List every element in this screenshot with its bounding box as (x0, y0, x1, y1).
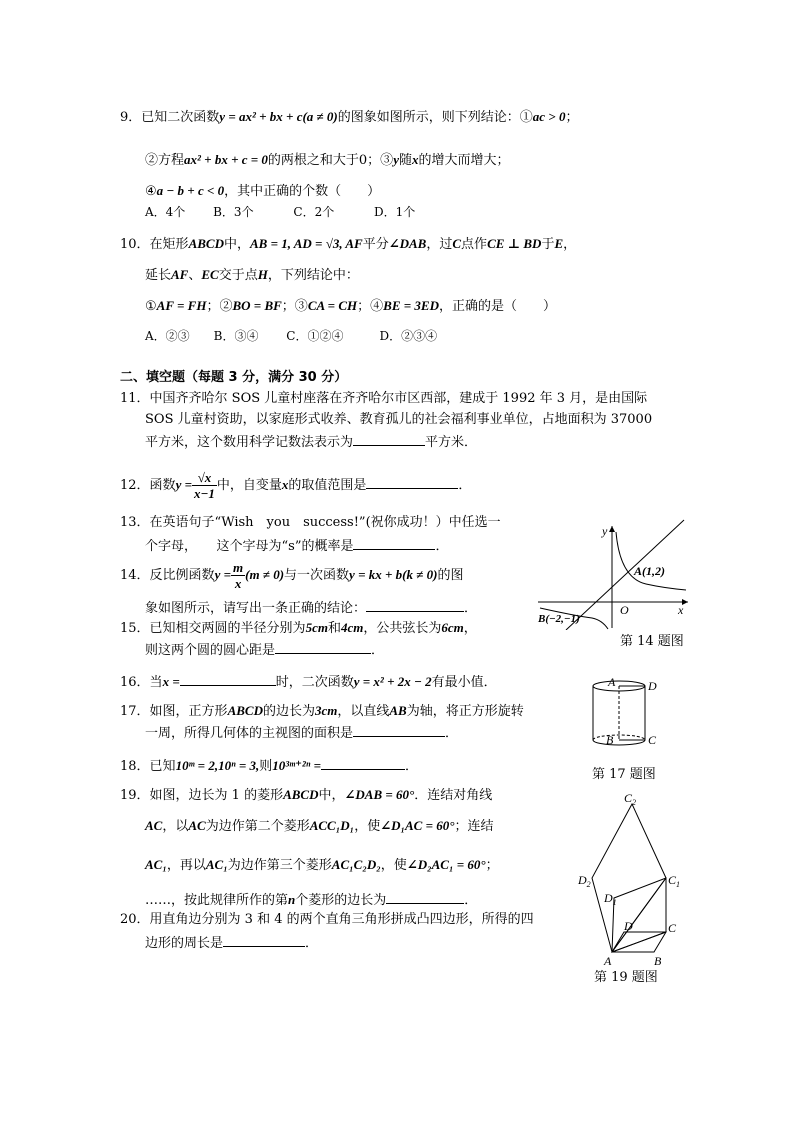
q19-text: ，再以 (166, 858, 206, 873)
q10-var: EC (201, 267, 219, 282)
q10-text: ；② (206, 299, 233, 314)
q19-number: 19． (120, 788, 150, 803)
q19-text: 为边作第二个菱形 (205, 819, 310, 834)
q11-text: 中国齐齐哈尔 SOS 儿童村座落在齐齐哈尔市区西部，建成于 1992 年 3 月，是由国际 (149, 391, 648, 406)
fig14-hyperbola-branch1 (616, 532, 686, 590)
q13-number: 13． (120, 515, 150, 530)
q19-line1 (120, 786, 492, 805)
q17-value: 3cm (314, 703, 338, 718)
fig14-y-label: y (602, 524, 608, 538)
q20-text: 用直角边分别为 3 和 4 的两个直角三角形拼成凸四边形，所得的四 (149, 912, 534, 927)
q18-number: 18． (120, 759, 150, 774)
q10-text: 延长 (145, 268, 172, 283)
q10-text: ，下列结论中： (267, 268, 359, 283)
q14-fraction (231, 560, 245, 591)
q19-var: AC₁ (205, 857, 228, 872)
fig19-diagonal-ac1 (612, 878, 666, 952)
q14-number: 14． (120, 568, 150, 583)
q12-numerator: √x (192, 470, 217, 486)
q10-options: A．②③ B．③④ C．①②④ D．②③④ (145, 329, 438, 343)
fig17-cylinder (580, 674, 670, 754)
q14-denominator: x (234, 576, 242, 591)
fig14-origin-label: O (620, 603, 629, 617)
q10-var: AF (171, 267, 189, 282)
q9-text: 的两根之和大于0；③ (267, 153, 394, 168)
q9-statement1: ac > 0 (532, 109, 566, 124)
q9-text: ②方程 (145, 153, 185, 168)
q10-text: 点作 (461, 237, 488, 252)
fig14-caption: 第 14 题图 (620, 634, 684, 649)
q15-value: 5cm (305, 620, 328, 635)
q10-var: H (257, 267, 268, 282)
q14-text: 象如图所示，请写出一条正确的结论： (145, 601, 367, 616)
q18-text: ． (405, 759, 419, 774)
q16-answer-blank[interactable] (180, 671, 276, 686)
fig17-label-c: C (648, 733, 657, 747)
q17-text: 一周，所得几何体的主视图的面积是 (145, 726, 354, 741)
q17-text: 为轴，将正方形旋转 (406, 704, 524, 719)
q12-line (120, 465, 471, 506)
q15-line2 (145, 639, 384, 660)
q14-answer-blank[interactable] (366, 597, 464, 612)
q13-text: 个字母， 这个字母为“s”的概率是 (145, 539, 354, 554)
q19-text: 中， (318, 788, 345, 803)
q10-text: 中， (223, 237, 250, 252)
section-heading: 二、填空题（每题 3 分，满分 30 分） (120, 370, 348, 385)
q15-text: 则这两个圆的圆心距是 (145, 643, 276, 658)
q9-number: 9． (120, 110, 142, 125)
fig14-x-label: x (678, 603, 684, 617)
q9-text: 已知二次函数 (141, 110, 220, 125)
q10-text: 平分 (362, 237, 389, 252)
q10-var: ABCD (188, 236, 224, 251)
q19-var: ACC₁D₁ (309, 818, 355, 833)
q19-var: AC (188, 818, 206, 833)
q13-line2 (145, 535, 448, 556)
q19-angle: ∠D₂AC₁ = 60° (406, 857, 486, 872)
q10-statement: AF = FH (156, 298, 207, 313)
q10-equation: AB = 1, AD = √3, AF (249, 236, 363, 251)
q10-text: ① (145, 299, 157, 314)
q11-line1 (120, 390, 647, 408)
q12-text: ． (458, 478, 472, 493)
q20-answer-blank[interactable] (223, 932, 305, 947)
q9-text: ； (565, 110, 579, 125)
q19-text: ． (464, 893, 478, 908)
q11-line2: SOS 儿童村资助，以家庭形式收养、教育孤儿的社会福利事业单位，占地面积为 37000 (145, 412, 653, 427)
q15-line1 (120, 619, 477, 638)
q10-text: 交于点 (218, 268, 258, 283)
q9-options: A．4个 B．3个 C．2个 D．1个 (145, 205, 416, 219)
q17-line1 (120, 702, 524, 721)
q18-text: 则 (259, 759, 273, 774)
q9-equation2: ax² + bx + c = 0 (184, 152, 268, 167)
q20-text: 边形的周长是 (145, 936, 224, 951)
q10-line2 (145, 266, 359, 285)
fig17-label-b: B (606, 733, 614, 747)
q20-text: ． (305, 936, 319, 951)
q19-var: ABCD (283, 787, 319, 802)
q10-text: 于 (541, 237, 555, 252)
fig17-caption: 第 17 题图 (592, 767, 656, 782)
q9-var: x (411, 152, 419, 167)
q15-value: 6cm (441, 620, 464, 635)
q14-line1 (120, 556, 463, 595)
q9-line2 (145, 151, 510, 170)
q14-text: 反比例函数 (149, 568, 215, 583)
fig19-diagonal-ac (612, 932, 666, 952)
q19-text: ，以 (162, 819, 189, 834)
fig17-bottom-front (593, 740, 645, 745)
q19-angle: ∠DAB = 60° (344, 787, 415, 802)
q9-equation3: a − b + c < 0 (156, 183, 225, 198)
q19-var: n (288, 892, 296, 907)
q9-text: 的增大而增大； (418, 153, 510, 168)
q19-text: ，使 (354, 819, 381, 834)
q18-equation: 10ᵐ = 2,10ⁿ = 3, (175, 758, 260, 773)
q10-text: ，正确的是（ ） (438, 299, 556, 314)
q19-text: 为边作第三个菱形 (227, 858, 332, 873)
q10-var: C (452, 236, 462, 251)
fig14-graph (536, 518, 696, 630)
q9-text: ④ (145, 184, 157, 199)
q12-text: 中，自变量 (216, 478, 282, 493)
q15-value: 4cm (340, 620, 364, 635)
q13-text: 在英语句子“Wish you success!”(祝你成功！）中任选一 (149, 515, 501, 530)
q12-text: 函数 (149, 478, 176, 493)
q19-var: AC₁C₂D₂ (331, 857, 381, 872)
q17-text: ． (445, 726, 459, 741)
fig19-label-b: B (654, 954, 662, 966)
q16-number: 16． (120, 675, 150, 690)
fig19-label-c1: $C_1$ (668, 873, 681, 889)
q11-number: 11． (120, 391, 150, 406)
q10-statement: BE = 3ED (383, 298, 439, 313)
q14-numerator: m (233, 560, 244, 575)
q19-text: ，使 (380, 858, 407, 873)
q18-line (120, 755, 418, 776)
q13-text: ． (435, 539, 449, 554)
q17-answer-blank[interactable] (353, 722, 445, 737)
q14-line2 (145, 597, 477, 618)
fig17-label-a: A (608, 675, 616, 689)
q15-answer-blank[interactable] (275, 639, 371, 654)
q18-text: 已知 (149, 759, 176, 774)
q9-text: 的图象如图所示，则下列结论：① (337, 110, 533, 125)
q9-var: y (393, 152, 399, 167)
fig14-point-b: B(−2,−1) (538, 613, 580, 625)
q10-text: ， (563, 237, 577, 252)
q12-fraction (192, 470, 217, 501)
q12-var: y = (175, 477, 192, 492)
q17-text: 的边长为 (262, 704, 315, 719)
q17-line2 (145, 722, 458, 743)
q10-text: 、 (188, 268, 202, 283)
q15-text: ． (371, 643, 385, 658)
q10-text: ；④ (357, 299, 384, 314)
q13-line1 (120, 514, 501, 532)
fig19-rhombi (574, 786, 694, 966)
q13-answer-blank[interactable] (353, 535, 435, 550)
q10-line1 (120, 235, 576, 254)
q16-var: x = (162, 674, 180, 689)
q16-text: 时，二次函数 (275, 675, 354, 690)
q17-var: AB (389, 703, 407, 718)
q10-text: 在矩形 (149, 237, 189, 252)
fig17-label-d: D (648, 679, 657, 693)
q10-var: ∠DAB (388, 236, 427, 251)
q10-number: 10． (120, 237, 150, 252)
q16-equation: y = x² + 2x − 2 (353, 674, 432, 689)
q14-equation: y = kx + b(k ≠ 0) (349, 567, 438, 582)
q19-line4 (145, 889, 477, 910)
q14-condition: (m ≠ 0) (245, 567, 285, 582)
q16-text: 当 (149, 675, 163, 690)
q16-line (120, 671, 497, 692)
q9-line3 (145, 182, 380, 201)
q10-statement: BO = BF (232, 298, 282, 313)
q17-text: 如图，正方形 (149, 704, 228, 719)
q9-text: 随 (398, 153, 412, 168)
q14-text: 的图 (437, 568, 464, 583)
q16-text: 有最小值． (431, 675, 497, 690)
q11-text: 平方米，这个数用科学记数法表示为 (145, 435, 354, 450)
q19-var: AC₁ (145, 857, 167, 872)
q17-text: ，以直线 (337, 704, 390, 719)
q15-text: ，公共弦长为 (363, 621, 442, 636)
q12-answer-blank[interactable] (366, 474, 458, 489)
fig19-label-a: A (604, 954, 612, 966)
q12-number: 12． (120, 478, 150, 493)
q11-text: 平方米． (425, 435, 478, 450)
fig19-caption: 第 19 题图 (594, 970, 658, 985)
q19-text: 如图，边长为 1 的菱形 (149, 788, 284, 803)
q11-answer-blank[interactable] (353, 431, 425, 446)
q10-text: ；③ (281, 299, 308, 314)
q9-equation: y = ax² + bx + c(a ≠ 0) (219, 109, 338, 124)
q15-text: 已知相交两圆的半径分别为 (149, 621, 306, 636)
q19-answer-blank[interactable] (386, 889, 464, 904)
q10-line3 (145, 297, 556, 316)
q18-answer-blank[interactable] (321, 755, 405, 770)
q19-text: 个菱形的边长为 (295, 893, 387, 908)
fig19-label-d2: $D_2$ (578, 873, 591, 889)
fig19-label-d1: $D_1$ (604, 891, 617, 907)
q11-line3 (145, 431, 477, 452)
q17-number: 17． (120, 704, 150, 719)
q19-text: ．连结对角线 (414, 788, 493, 803)
q19-text: ……，按此规律所作的第 (145, 893, 289, 908)
q10-text: ，过 (426, 237, 453, 252)
q18-expression: 10³ᵐ⁺²ⁿ = (272, 758, 322, 773)
q19-text: ；连结 (454, 819, 494, 834)
q12-var: x (281, 477, 289, 492)
q14-var: y = (214, 567, 231, 582)
q20-number: 20． (120, 912, 150, 927)
q20-line2 (145, 932, 318, 953)
q14-text: ． (464, 601, 478, 616)
q15-text: ， (463, 621, 477, 636)
q15-number: 15． (120, 621, 150, 636)
q9-line1 (120, 108, 578, 127)
q19-angle: ∠D₁AC = 60° (380, 818, 455, 833)
q19-line3 (145, 856, 499, 875)
fig14-point-a: A(1,2) (634, 564, 665, 578)
q20-line1 (120, 911, 534, 929)
fig19-label-c2: $C_2$ (624, 791, 637, 807)
q19-var: AC (145, 818, 163, 833)
q12-denominator: x−1 (194, 486, 215, 501)
q19-line2 (145, 817, 493, 836)
q10-statement: CA = CH (307, 298, 358, 313)
q10-var: CE ⊥ BD (487, 236, 542, 251)
fig19-label-d: D (624, 919, 633, 933)
q10-var: E (554, 236, 564, 251)
q12-text: 的取值范围是 (288, 478, 367, 493)
q15-text: 和 (327, 621, 341, 636)
fig19-label-c: C (668, 921, 677, 935)
fig14-y-arrow-icon (609, 526, 615, 532)
q19-text: ； (485, 858, 499, 873)
q14-text: 与一次函数 (284, 568, 350, 583)
q9-text: ，其中正确的个数（ ） (224, 184, 381, 199)
q17-var: ABCD (227, 703, 263, 718)
